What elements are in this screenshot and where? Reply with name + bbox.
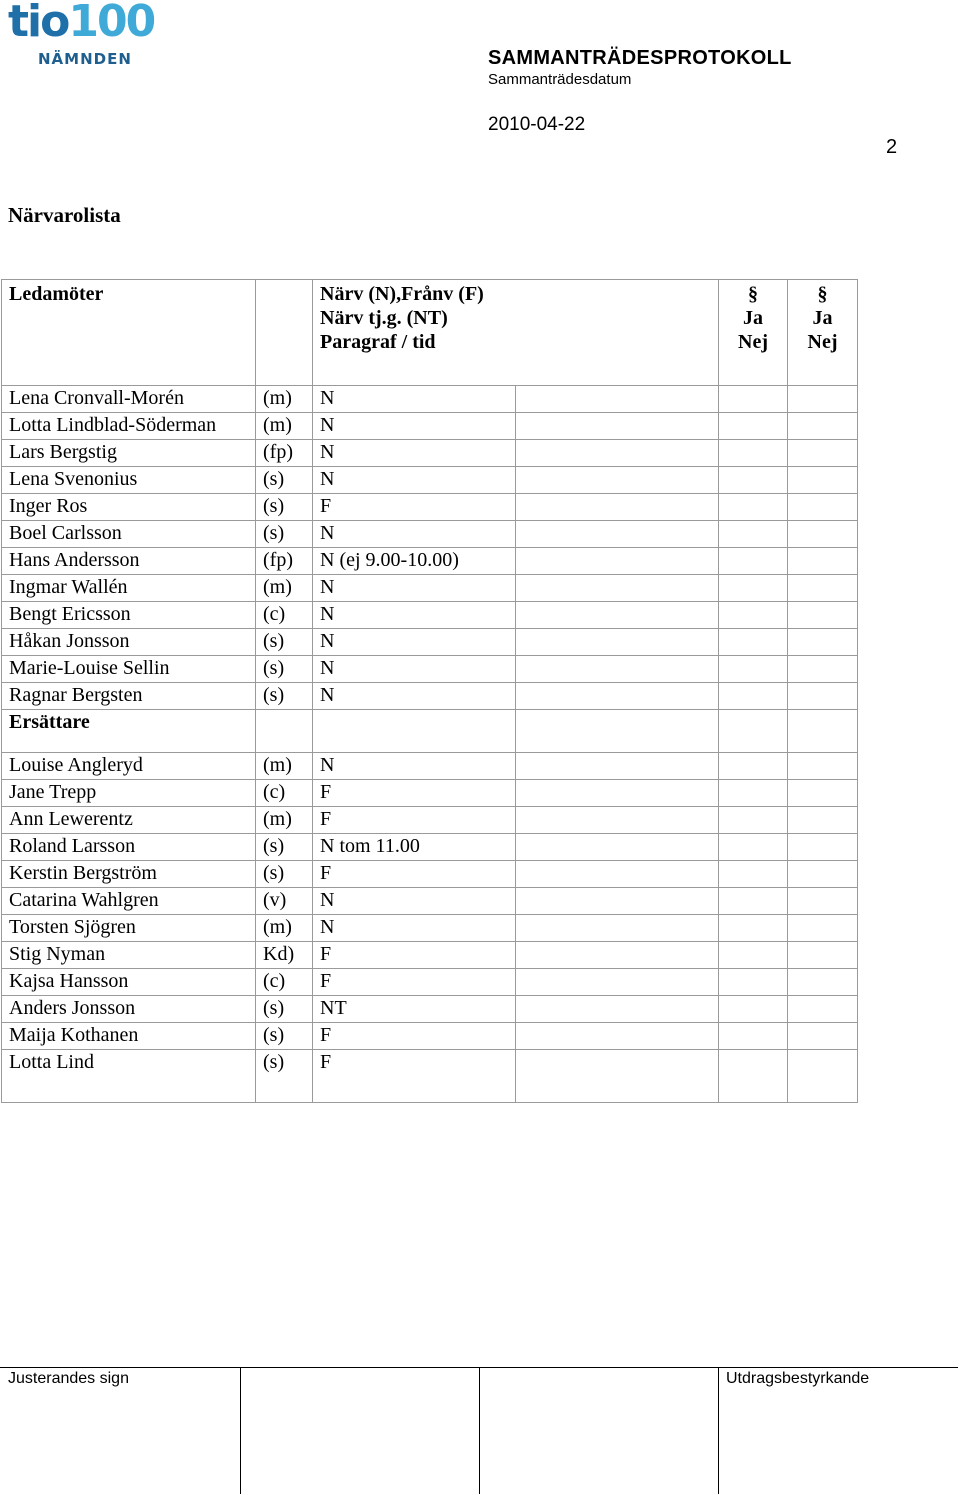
table-row <box>2 467 858 494</box>
paragraph-cell <box>516 942 719 969</box>
member-status: F <box>313 494 516 521</box>
vote-cell <box>788 969 858 996</box>
sign-label: Justerandes sign <box>8 1370 129 1387</box>
vote-cell <box>719 521 788 548</box>
paragraph-cell <box>516 656 719 683</box>
member-name: Stig Nyman <box>2 942 256 969</box>
table-row <box>2 413 858 440</box>
vote-cell <box>788 386 858 413</box>
footer-divider <box>718 1368 719 1494</box>
member-status: F <box>313 942 516 969</box>
member-party: (s) <box>256 1050 313 1103</box>
vote-cell <box>788 413 858 440</box>
member-party: (s) <box>256 467 313 494</box>
member-status: N <box>313 467 516 494</box>
vote-cell <box>788 861 858 888</box>
member-status: F <box>313 807 516 834</box>
member-party: (m) <box>256 915 313 942</box>
table-row <box>2 861 858 888</box>
vote-cell <box>719 494 788 521</box>
member-party: (s) <box>256 656 313 683</box>
member-status: N <box>313 440 516 467</box>
member-name: Kajsa Hansson <box>2 969 256 996</box>
member-party <box>256 710 313 753</box>
table-row <box>2 942 858 969</box>
member-name: Marie-Louise Sellin <box>2 656 256 683</box>
member-name: Lotta Lind <box>2 1050 256 1103</box>
vote-cell <box>788 1023 858 1050</box>
vote-cell <box>719 683 788 710</box>
vote-cell <box>719 575 788 602</box>
vote-cell <box>719 753 788 780</box>
member-status: N <box>313 602 516 629</box>
logo-wordmark: tio100 <box>8 0 155 47</box>
member-party: (m) <box>256 753 313 780</box>
member-status: NT <box>313 996 516 1023</box>
vote-cell <box>788 548 858 575</box>
member-party: (s) <box>256 494 313 521</box>
table-row <box>2 629 858 656</box>
table-row <box>2 656 858 683</box>
paragraph-cell <box>516 996 719 1023</box>
vote-cell <box>719 996 788 1023</box>
footer-divider <box>479 1368 480 1494</box>
member-name: Catarina Wahlgren <box>2 888 256 915</box>
paragraph-cell <box>516 602 719 629</box>
vote-cell <box>788 780 858 807</box>
paragraph-cell <box>516 413 719 440</box>
vote-cell <box>719 602 788 629</box>
member-name: Kerstin Bergström <box>2 861 256 888</box>
member-party: (s) <box>256 996 313 1023</box>
table-row <box>2 575 858 602</box>
table-row <box>2 753 858 780</box>
vote-cell <box>719 888 788 915</box>
member-party: (s) <box>256 834 313 861</box>
attendance-table <box>1 279 858 1103</box>
table-row <box>2 969 858 996</box>
member-party: (fp) <box>256 440 313 467</box>
member-status: F <box>313 780 516 807</box>
vote-cell <box>788 753 858 780</box>
vote-cell <box>788 683 858 710</box>
paragraph-cell <box>516 710 719 753</box>
member-name: Lena Svenonius <box>2 467 256 494</box>
vote-cell <box>788 521 858 548</box>
vote-cell <box>719 1023 788 1050</box>
member-name: Louise Angleryd <box>2 753 256 780</box>
table-row <box>2 521 858 548</box>
col-members-header: Ledamöter <box>2 280 256 386</box>
vote-cell <box>719 629 788 656</box>
vote-cell <box>719 942 788 969</box>
vote-cell <box>788 996 858 1023</box>
vote-cell <box>788 1050 858 1103</box>
table-row <box>2 834 858 861</box>
member-name: Anders Jonsson <box>2 996 256 1023</box>
vote-cell <box>788 710 858 753</box>
table-row <box>2 1050 858 1103</box>
member-name: Lena Cronvall-Morén <box>2 386 256 413</box>
paragraph-cell <box>516 467 719 494</box>
paragraph-cell <box>516 807 719 834</box>
table-header-row <box>2 280 858 386</box>
member-party: (c) <box>256 602 313 629</box>
table-row <box>2 602 858 629</box>
member-name: Jane Trepp <box>2 780 256 807</box>
paragraph-cell <box>516 861 719 888</box>
substitutes-section-row <box>2 710 858 753</box>
vote-cell <box>719 1050 788 1103</box>
member-status: N <box>313 413 516 440</box>
substitutes-label: Ersättare <box>2 710 256 753</box>
member-name: Ragnar Bergsten <box>2 683 256 710</box>
member-status: N <box>313 521 516 548</box>
member-party: (s) <box>256 521 313 548</box>
member-name: Roland Larsson <box>2 834 256 861</box>
table-row <box>2 996 858 1023</box>
paragraph-cell <box>516 753 719 780</box>
paragraph-cell <box>516 440 719 467</box>
vote-cell <box>719 861 788 888</box>
paragraph-cell <box>516 683 719 710</box>
member-name: Håkan Jonsson <box>2 629 256 656</box>
footer-divider <box>240 1368 241 1494</box>
member-name: Hans Andersson <box>2 548 256 575</box>
member-party: (m) <box>256 575 313 602</box>
vote-cell <box>719 710 788 753</box>
member-name: Ann Lewerentz <box>2 807 256 834</box>
vote-cell <box>719 440 788 467</box>
member-party: (m) <box>256 386 313 413</box>
member-status: N <box>313 888 516 915</box>
member-status: N <box>313 386 516 413</box>
document-title: SAMMANTRÄDESPROTOKOLL <box>488 47 792 69</box>
paragraph-cell <box>516 915 719 942</box>
col-party-header <box>256 280 313 386</box>
member-status: N <box>313 629 516 656</box>
member-status: N tom 11.00 <box>313 834 516 861</box>
member-status: N <box>313 656 516 683</box>
vote-cell <box>788 834 858 861</box>
logo-subtitle: NÄMNDEN <box>38 50 132 68</box>
member-name: Torsten Sjögren <box>2 915 256 942</box>
col-status-header: Närv (N),Frånv (F) Närv tj.g. (NT) Paragraf / tid <box>313 280 719 386</box>
member-party: (s) <box>256 861 313 888</box>
vote-cell <box>788 629 858 656</box>
col-vote-yes-no-1: § Ja Nej <box>719 280 788 386</box>
vote-cell <box>788 807 858 834</box>
member-party: (m) <box>256 413 313 440</box>
member-party: (m) <box>256 807 313 834</box>
vote-cell <box>719 780 788 807</box>
paragraph-cell <box>516 629 719 656</box>
member-name: Bengt Ericsson <box>2 602 256 629</box>
member-party: (s) <box>256 1023 313 1050</box>
meeting-date: 2010-04-22 <box>488 114 586 135</box>
member-status: N (ej 9.00-10.00) <box>313 548 516 575</box>
member-status: N <box>313 915 516 942</box>
vote-cell <box>788 656 858 683</box>
member-status: F <box>313 1050 516 1103</box>
member-status: N <box>313 683 516 710</box>
certify-label: Utdragsbestyrkande <box>726 1370 870 1387</box>
member-party: (v) <box>256 888 313 915</box>
paragraph-cell <box>516 575 719 602</box>
tio100-logo <box>8 2 168 70</box>
member-name: Ingmar Wallén <box>2 575 256 602</box>
table-row <box>2 386 858 413</box>
vote-cell <box>719 386 788 413</box>
vote-cell <box>788 467 858 494</box>
vote-cell <box>788 888 858 915</box>
table-row <box>2 1023 858 1050</box>
member-party: Kd) <box>256 942 313 969</box>
paragraph-cell <box>516 969 719 996</box>
member-party: (fp) <box>256 548 313 575</box>
table-row <box>2 440 858 467</box>
table-row <box>2 683 858 710</box>
member-party: (s) <box>256 629 313 656</box>
vote-cell <box>788 440 858 467</box>
paragraph-cell <box>516 548 719 575</box>
member-name: Maija Kothanen <box>2 1023 256 1050</box>
member-party: (c) <box>256 780 313 807</box>
paragraph-cell <box>516 888 719 915</box>
paragraph-cell <box>516 1050 719 1103</box>
vote-cell <box>788 494 858 521</box>
member-status: N <box>313 575 516 602</box>
vote-cell <box>719 548 788 575</box>
vote-cell <box>719 656 788 683</box>
table-row <box>2 888 858 915</box>
col-vote-yes-no-2: § Ja Nej <box>788 280 858 386</box>
member-name: Inger Ros <box>2 494 256 521</box>
paragraph-cell <box>516 1023 719 1050</box>
vote-cell <box>719 413 788 440</box>
member-status: F <box>313 969 516 996</box>
date-label: Sammanträdesdatum <box>488 71 632 88</box>
member-status: F <box>313 861 516 888</box>
member-status <box>313 710 516 753</box>
vote-cell <box>788 602 858 629</box>
vote-cell <box>788 915 858 942</box>
vote-cell <box>788 942 858 969</box>
member-name: Lars Bergstig <box>2 440 256 467</box>
paragraph-cell <box>516 834 719 861</box>
member-name: Lotta Lindblad-Söderman <box>2 413 256 440</box>
vote-cell <box>719 969 788 996</box>
member-name: Boel Carlsson <box>2 521 256 548</box>
paragraph-cell <box>516 521 719 548</box>
vote-cell <box>719 467 788 494</box>
table-row <box>2 780 858 807</box>
paragraph-cell <box>516 780 719 807</box>
table-row <box>2 494 858 521</box>
member-party: (c) <box>256 969 313 996</box>
section-heading: Närvarolista <box>8 203 121 227</box>
vote-cell <box>719 915 788 942</box>
vote-cell <box>719 834 788 861</box>
paragraph-cell <box>516 494 719 521</box>
paragraph-cell <box>516 386 719 413</box>
member-party: (s) <box>256 683 313 710</box>
page-number: 2 <box>886 136 898 158</box>
vote-cell <box>788 575 858 602</box>
table-row <box>2 548 858 575</box>
member-status: N <box>313 753 516 780</box>
member-status: F <box>313 1023 516 1050</box>
table-row <box>2 915 858 942</box>
table-row <box>2 807 858 834</box>
vote-cell <box>719 807 788 834</box>
